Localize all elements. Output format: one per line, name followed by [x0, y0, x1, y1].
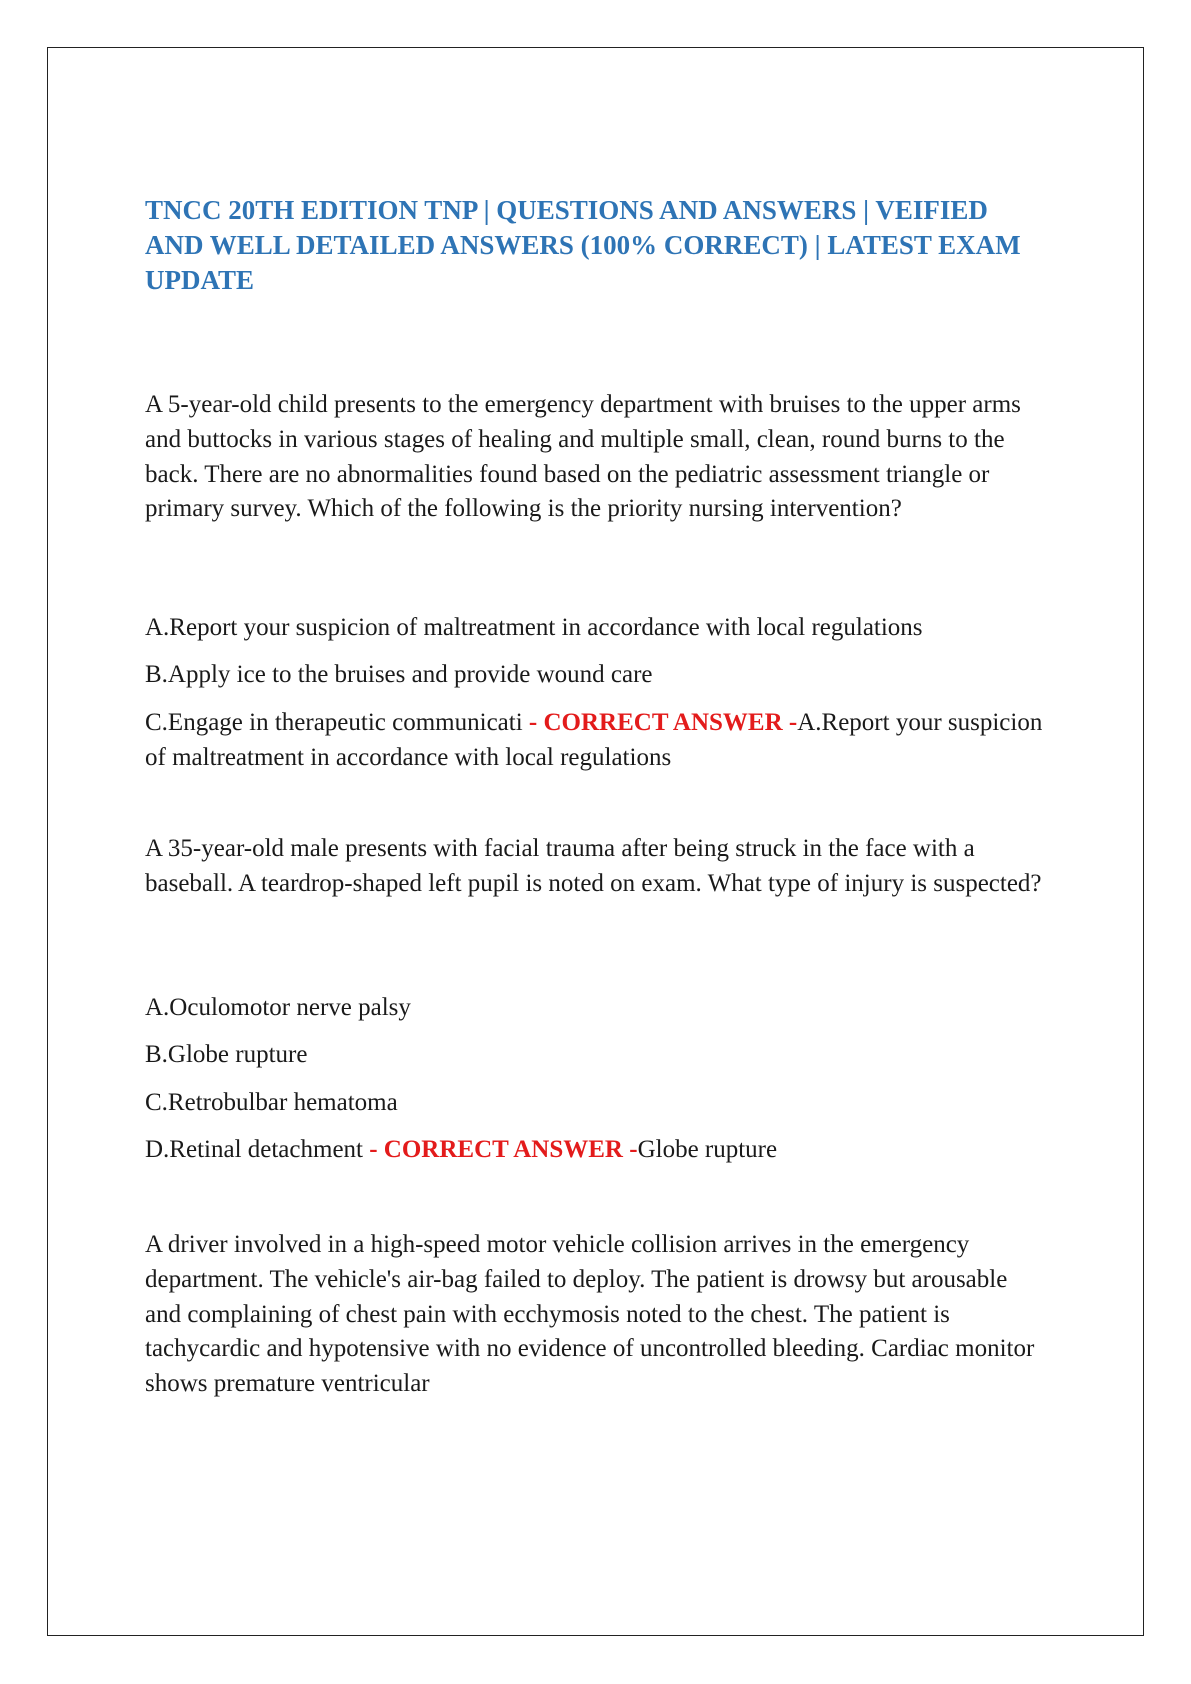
question-2-option-b: B.Globe rupture	[145, 1041, 308, 1068]
question-2-answer: Globe rupture	[637, 1136, 778, 1163]
question-2-option-d: D.Retinal detachment	[145, 1136, 363, 1163]
question-3-stem: A driver involved in a high-speed motor vehicle collision arrives in the emergency department. The vehicle's air-bag failed to deploy. The patient is drowsy but arousable and complaining of chest pain with ecchymosis noted to the chest. The patient is tachycardic and hypotensive with no evidence of uncontrolled bleeding. Cardiac monitor shows premature ventricular	[145, 1231, 1035, 1398]
correct-answer-label: - CORRECT ANSWER -	[528, 709, 798, 736]
correct-answer-label: - CORRECT ANSWER -	[369, 1136, 638, 1163]
question-1-stem: A 5-year-old child presents to the emergency department with bruises to the upper arms and buttocks in various stages of healing and multiple small, clean, round burns to the back. There are no abnormalities found based on the pediatric assessment triangle or primary survey. Which of the following is the priority nursing intervention?	[145, 391, 1021, 523]
question-1-option-c: C.Engage in therapeutic communicati	[145, 709, 523, 736]
question-2-answer-line	[145, 1133, 777, 1167]
question-1-answer-line	[145, 706, 1045, 776]
question-2-option-a: A.Oculomotor nerve palsy	[145, 994, 411, 1021]
document-title: TNCC 20TH EDITION TNP | QUESTIONS AND ANSWERS | VEIFIED AND WELL DETAILED ANSWERS (100% CORRECT) | LATEST EXAM UPDATE	[145, 195, 1021, 295]
question-1-option-a: A.Report your suspicion of maltreatment in accordance with local regulations	[145, 614, 923, 641]
question-1-option-b: B.Apply ice to the bruises and provide wound care	[145, 661, 653, 688]
question-2-option-c: C.Retrobulbar hematoma	[145, 1089, 398, 1116]
question-1-answer: A.Report your suspicion of maltreatment in accordance with local regulations	[145, 709, 1043, 771]
question-2-stem: A 35-year-old male presents with facial trauma after being struck in the face with a baseball. A teardrop-shaped left pupil is noted on exam. What type of injury is suspected?	[145, 835, 1042, 897]
